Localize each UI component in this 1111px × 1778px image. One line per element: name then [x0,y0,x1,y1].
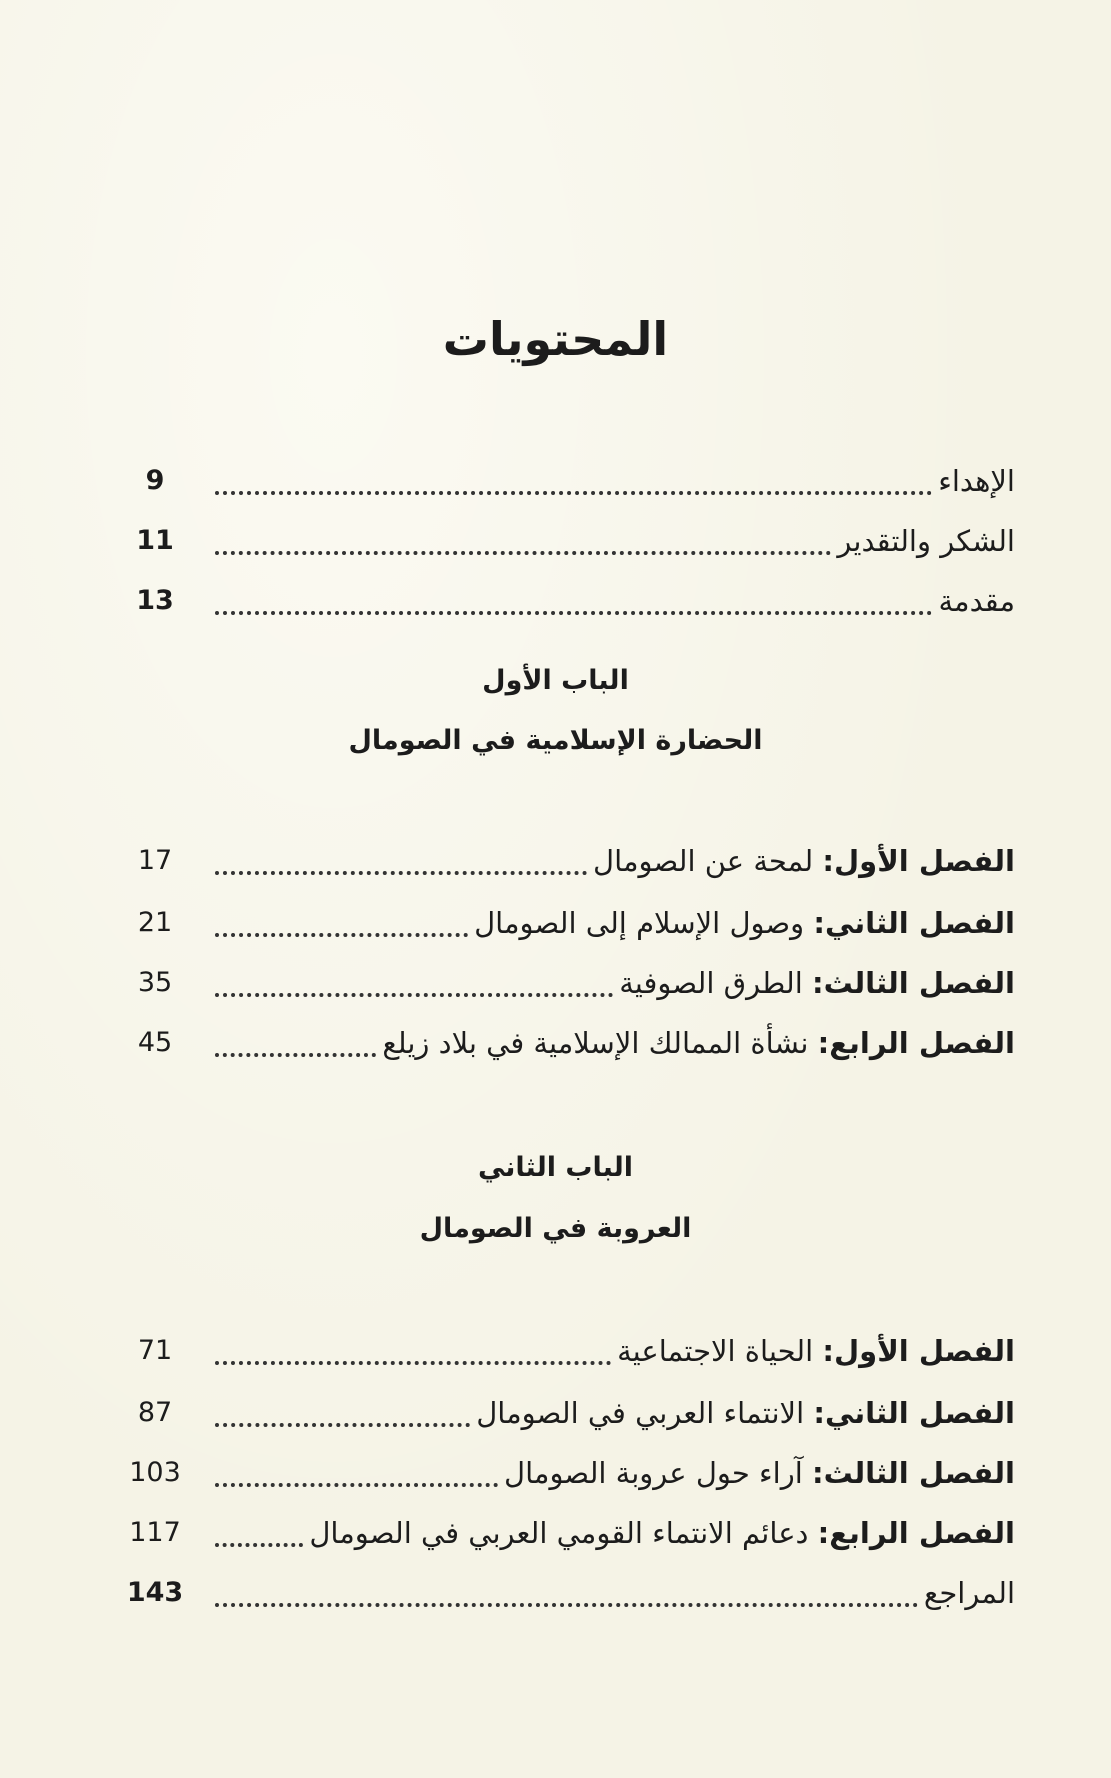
toc-page-number: 45 [137,1027,173,1058]
part-heading: الباب الأول [482,665,629,696]
toc-entry-label [593,833,1015,889]
toc-page-number: 35 [137,967,173,998]
leader-dots [215,611,932,615]
toc-page-number: 117 [129,1517,181,1548]
part-subtitle: الحضارة الإسلامية في الصومال [348,725,763,756]
toc-entry-label [617,1323,1015,1379]
chapter-title: آراء حول عروبة الصومال [504,1456,812,1490]
chapter-lead: الفصل الرابع: [817,1026,1015,1060]
toc-entry-label: المراجع [923,1576,1015,1610]
leader-dots [215,933,468,937]
chapter-title: دعائم الانتماء القومي العربي في الصومال [309,1516,818,1550]
leader-dots [215,993,613,997]
toc-entry-label [619,955,1015,1011]
toc-entry-label: مقدمة [938,584,1015,618]
chapter-title: نشأة الممالك الإسلامية في بلاد زيلع [382,1026,818,1060]
toc-entry-chapter[interactable] [120,1385,1015,1441]
chapter-title: الانتماء العربي في الصومال [476,1396,814,1430]
toc-entry-label [476,1385,1015,1441]
toc-entry-references[interactable] [120,1565,1015,1621]
toc-entry-chapter[interactable] [120,1015,1015,1071]
toc-entry-chapter[interactable] [120,1505,1015,1561]
toc-page-number: 103 [129,1457,181,1488]
leader-dots [215,871,587,875]
toc-page-number: 9 [145,465,165,496]
toc-entry-label: الشكر والتقدير [837,524,1015,558]
toc-entry-label [382,1015,1015,1071]
toc-entry-label [504,1445,1015,1501]
page-title: المحتويات [442,312,669,366]
toc-entry-chapter[interactable] [120,833,1015,889]
toc-entry-dedication[interactable] [120,453,1015,509]
toc-page-number: 143 [126,1577,184,1608]
chapter-lead: الفصل الثالث: [812,966,1015,1000]
chapter-lead: الفصل الثالث: [812,1456,1015,1490]
toc-page-number: 13 [136,585,174,616]
toc-entry-chapter[interactable] [120,1445,1015,1501]
part-heading: الباب الثاني [477,1152,634,1183]
toc-entry-introduction[interactable] [120,573,1015,629]
toc-entry-chapter[interactable] [120,1323,1015,1379]
part-subtitle: العروبة في الصومال [419,1213,692,1244]
leader-dots [215,1483,498,1487]
leader-dots [215,1053,376,1057]
leader-dots [215,1543,303,1547]
chapter-lead: الفصل الأول: [822,844,1015,878]
leader-dots [215,1361,611,1365]
leader-dots [215,1603,918,1607]
toc-page-number: 17 [137,845,173,876]
leader-dots [215,551,831,555]
toc-entry-label [474,895,1015,951]
chapter-title: لمحة عن الصومال [593,844,823,878]
toc-page-number: 87 [137,1397,173,1428]
toc-page-number: 11 [136,525,174,556]
toc-entry-label [309,1505,1015,1561]
leader-dots [215,491,932,495]
toc-page-number: 71 [137,1335,173,1366]
toc-entry-chapter[interactable] [120,895,1015,951]
toc-page-number: 21 [137,907,173,938]
toc-entry-label: الإهداء [938,464,1015,498]
chapter-lead: الفصل الأول: [822,1334,1015,1368]
chapter-lead: الفصل الرابع: [817,1516,1015,1550]
toc-entry-chapter[interactable] [120,955,1015,1011]
chapter-lead: الفصل الثاني: [813,906,1015,940]
chapter-lead: الفصل الثاني: [813,1396,1015,1430]
chapter-title: الحياة الاجتماعية [617,1334,823,1368]
toc-entry-acknowledgements[interactable] [120,513,1015,569]
chapter-title: وصول الإسلام إلى الصومال [474,906,814,940]
chapter-title: الطرق الصوفية [619,966,812,1000]
leader-dots [215,1423,470,1427]
